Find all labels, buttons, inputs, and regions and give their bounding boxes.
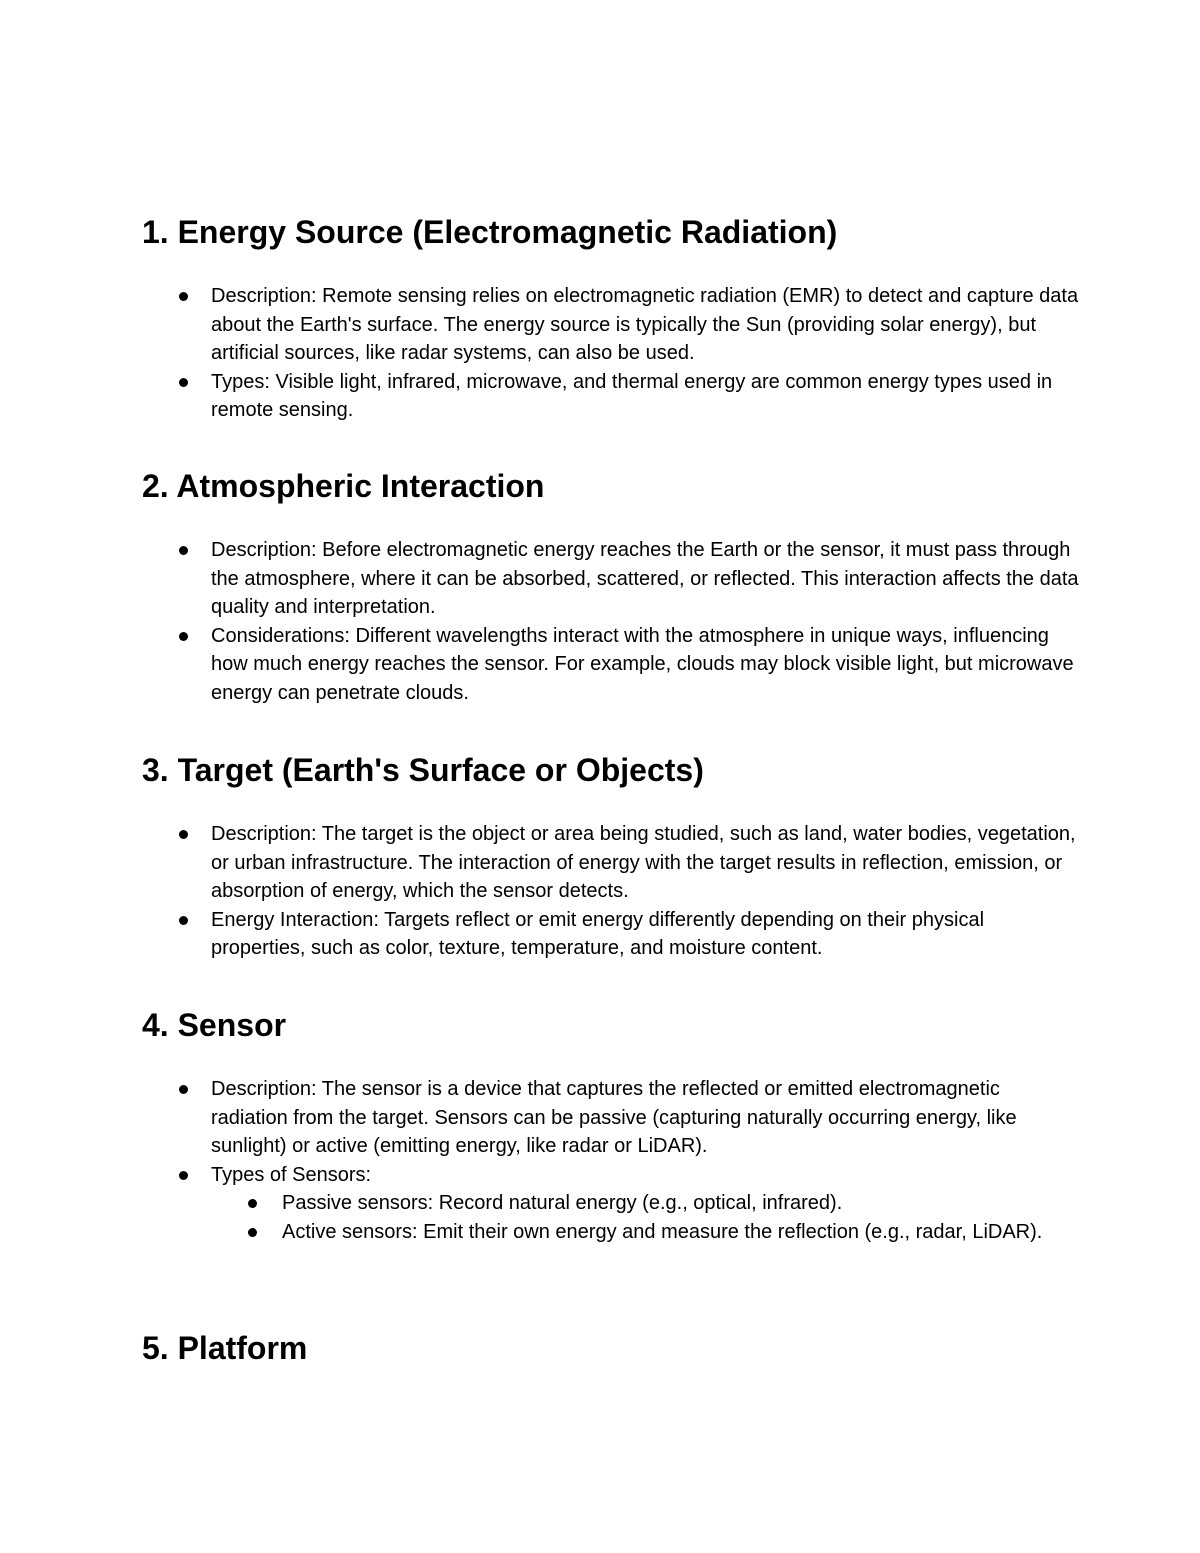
- bullet-icon: [179, 1085, 188, 1094]
- section-atmospheric-interaction: [142, 466, 1082, 707]
- list-item-text: Description: The sensor is a device that captures the reflected or emitted electromagnetic radiation from the target. Sensors can be passive (capturing naturally occurring energy, like sunlight) or active (emitting energy, like radar or LiDAR).: [211, 1078, 1017, 1157]
- list-item-text: Considerations: Different wavelengths interact with the atmosphere in unique ways, influencing how much energy reaches the sensor. For example, clouds may block visible light, but microwave energy can penetrate clouds.: [211, 624, 1074, 704]
- list-item: [142, 368, 1082, 425]
- nested-list-item: [211, 1189, 1082, 1218]
- section-heading: 1. Energy Source (Electromagnetic Radiation): [142, 214, 838, 250]
- list-item-text: Energy Interaction: Targets reflect or emit energy differently depending on their physical properties, such as color, texture, temperature, and moisture content.: [211, 908, 985, 959]
- bullet-icon: [248, 1199, 257, 1208]
- list-item-text: Active sensors: Emit their own energy and measure the reflection (e.g., radar, LiDAR).: [282, 1220, 1043, 1243]
- list-item-text: Types of Sensors:: [211, 1163, 372, 1186]
- list-item-text: Passive sensors: Record natural energy (e.g., optical, infrared).: [282, 1192, 843, 1214]
- section-heading: 5. Platform: [142, 1330, 308, 1366]
- bullet-icon: [179, 292, 188, 301]
- section-heading: 2. Atmospheric Interaction: [142, 468, 545, 504]
- list-item: [142, 1161, 1082, 1247]
- list-item: [142, 906, 1082, 963]
- list-item-text: Description: The target is the object or area being studied, such as land, water bodies, vegetation, or urban infrastructure. The interaction of energy with the target results in reflection, emission, or absorption of energy, which the sensor detects.: [211, 823, 1076, 902]
- list-item-text: Description: Remote sensing relies on electromagnetic radiation (EMR) to detect and capture data about the Earth's surface. The energy source is typically the Sun (providing solar energy), but artificial sources, like radar systems, can also be used.: [211, 285, 1079, 364]
- list-item-text: Types: Visible light, infrared, microwave, and thermal energy are common energy types used in remote sensing.: [211, 370, 1053, 421]
- section-target: [142, 750, 1082, 963]
- bullet-list: [142, 820, 1082, 963]
- list-item: [142, 282, 1082, 368]
- bullet-icon: [179, 830, 188, 839]
- section-energy-source: [142, 212, 1082, 425]
- bullet-icon: [248, 1228, 257, 1237]
- list-item-text: Description: Before electromagnetic energy reaches the Earth or the sensor, it must pass through the atmosphere, where it can be absorbed, scattered, or reflected. This interaction affects the data quality and interpretation.: [211, 539, 1079, 618]
- section-sensor: [142, 1005, 1082, 1246]
- nested-list-item: [211, 1218, 1082, 1247]
- section-platform: [142, 1328, 1082, 1368]
- nested-bullet-list: [211, 1189, 1082, 1246]
- section-heading: 3. Target (Earth's Surface or Objects): [142, 752, 704, 788]
- section-heading: 4. Sensor: [142, 1007, 287, 1043]
- list-item: [142, 820, 1082, 906]
- bullet-icon: [179, 632, 188, 641]
- list-item: [142, 536, 1082, 622]
- bullet-icon: [179, 1171, 188, 1180]
- bullet-icon: [179, 546, 188, 555]
- bullet-list: [142, 1075, 1082, 1246]
- bullet-icon: [179, 916, 188, 925]
- bullet-list: [142, 536, 1082, 707]
- bullet-icon: [179, 378, 188, 387]
- bullet-list: [142, 282, 1082, 425]
- list-item: [142, 1075, 1082, 1161]
- list-item: [142, 622, 1082, 708]
